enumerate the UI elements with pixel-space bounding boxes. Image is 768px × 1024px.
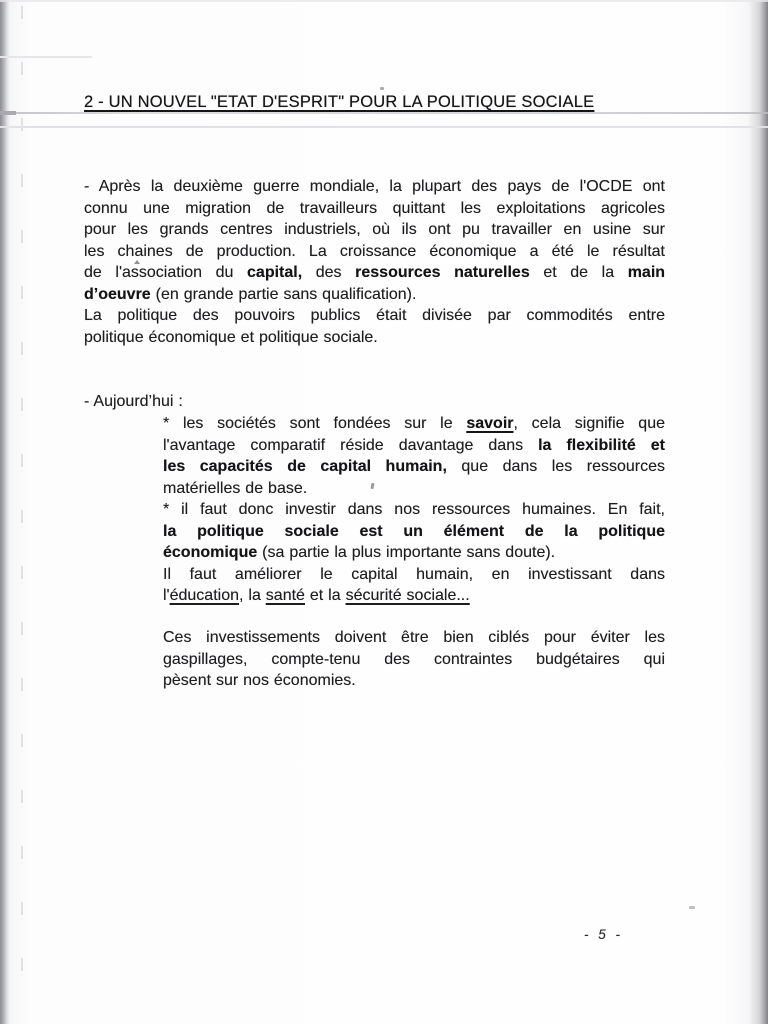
text-line	[163, 670, 665, 692]
scan-crease-short	[0, 56, 92, 58]
paragraph-investissements	[163, 627, 665, 692]
text-run: Il faut améliorer le capital humain, en investissant dans	[163, 565, 665, 583]
text-line	[163, 627, 665, 649]
text-line	[84, 176, 665, 198]
scan-edge-shadow-right	[748, 0, 768, 1024]
scan-artifact	[689, 906, 695, 909]
text-run: Ces investissements doivent être bien ciblés pour éviter les	[163, 629, 665, 646]
text-line	[163, 521, 665, 543]
text-line	[163, 499, 665, 521]
text-run: que dans les ressources	[446, 458, 665, 475]
text-run: d’oeuvre	[84, 285, 151, 303]
text-run: des	[302, 264, 356, 281]
text-run: , cela signifie que	[513, 415, 665, 432]
page-number: - 5 -	[584, 927, 624, 942]
text-line	[84, 327, 665, 349]
text-line	[163, 478, 665, 500]
text-line	[163, 413, 665, 435]
text-run: * les sociétés sont fondées sur le	[163, 415, 467, 432]
text-run: (en grande partie sans qualification).	[150, 285, 417, 303]
text-run: santé	[265, 587, 305, 604]
text-run: pèsent sur nos économies.	[163, 672, 356, 689]
text-run: l'avantage comparatif réside davantage dans	[163, 436, 539, 454]
text-run: les capacités de capital humain,	[163, 458, 447, 475]
text-run: capital,	[247, 264, 303, 281]
text-run: la politique sociale est un élément de la politique	[163, 522, 665, 540]
text-run: politique économique et politique sociale.	[84, 328, 378, 346]
text-line	[163, 435, 665, 457]
text-line	[84, 262, 665, 284]
paragraph-postwar	[84, 176, 665, 348]
text-line	[163, 649, 665, 671]
text-line	[84, 241, 665, 263]
text-line	[84, 198, 665, 220]
text-run: (sa partie la plus importante sans doute).	[257, 544, 556, 561]
text-run: gaspillages, compte-tenu des contraintes budgétaires qui	[163, 650, 665, 668]
text-run: - Aujourd’hui :	[84, 393, 183, 410]
text-line	[163, 585, 665, 607]
scan-binding-marks	[21, 6, 23, 1014]
scan-edge-shadow-left	[0, 0, 10, 1024]
document-title: 2 - UN NOUVEL "ETAT D'ESPRIT" POUR LA POLITIQUE SOCIALE	[84, 93, 595, 111]
text-run: et de la	[529, 264, 628, 281]
scan-crease-line-2	[0, 126, 768, 128]
text-run: éducation	[169, 587, 239, 604]
text-line	[84, 305, 665, 327]
text-run: main	[627, 264, 666, 281]
text-line	[84, 219, 665, 241]
scan-edge-shadow-top	[0, 0, 768, 2]
text-run: la flexibilité et	[538, 436, 666, 454]
text-run: sécurité sociale...	[345, 587, 470, 604]
text-run: , la	[239, 587, 266, 604]
heading-aujourdhui	[84, 391, 665, 413]
text-run: connu une migration de travailleurs quittant les exploitations agricoles	[84, 199, 665, 217]
text-run: économique	[163, 544, 258, 561]
text-run: - Après la deuxième guerre mondiale, la plupart des pays de l'OCDE ont	[84, 178, 665, 195]
scan-crease-tick	[0, 111, 16, 115]
text-run: l'	[163, 587, 170, 604]
bullet-list-savoir	[163, 413, 665, 607]
text-run: les chaines de production. La croissance économique a été le résultat	[84, 242, 665, 260]
text-run: La politique des pouvoirs publics était divisée par commodités entre	[84, 307, 665, 324]
text-line	[163, 542, 665, 564]
text-line	[84, 391, 665, 413]
text-line	[163, 564, 665, 586]
scan-artifact	[380, 87, 384, 90]
text-run: matérielles de base.	[163, 479, 308, 497]
text-run: de l'association du	[84, 264, 248, 281]
text-line	[163, 456, 665, 478]
text-run: et la	[304, 587, 346, 604]
text-run: savoir	[466, 415, 514, 432]
text-run: ressources naturelles	[355, 264, 530, 281]
text-line	[84, 284, 665, 306]
text-run: pour les grands centres industriels, où ils ont pu travailler en usine sur	[84, 221, 665, 238]
text-run: * il faut donc investir dans nos ressources humaines. En fait,	[163, 501, 665, 518]
